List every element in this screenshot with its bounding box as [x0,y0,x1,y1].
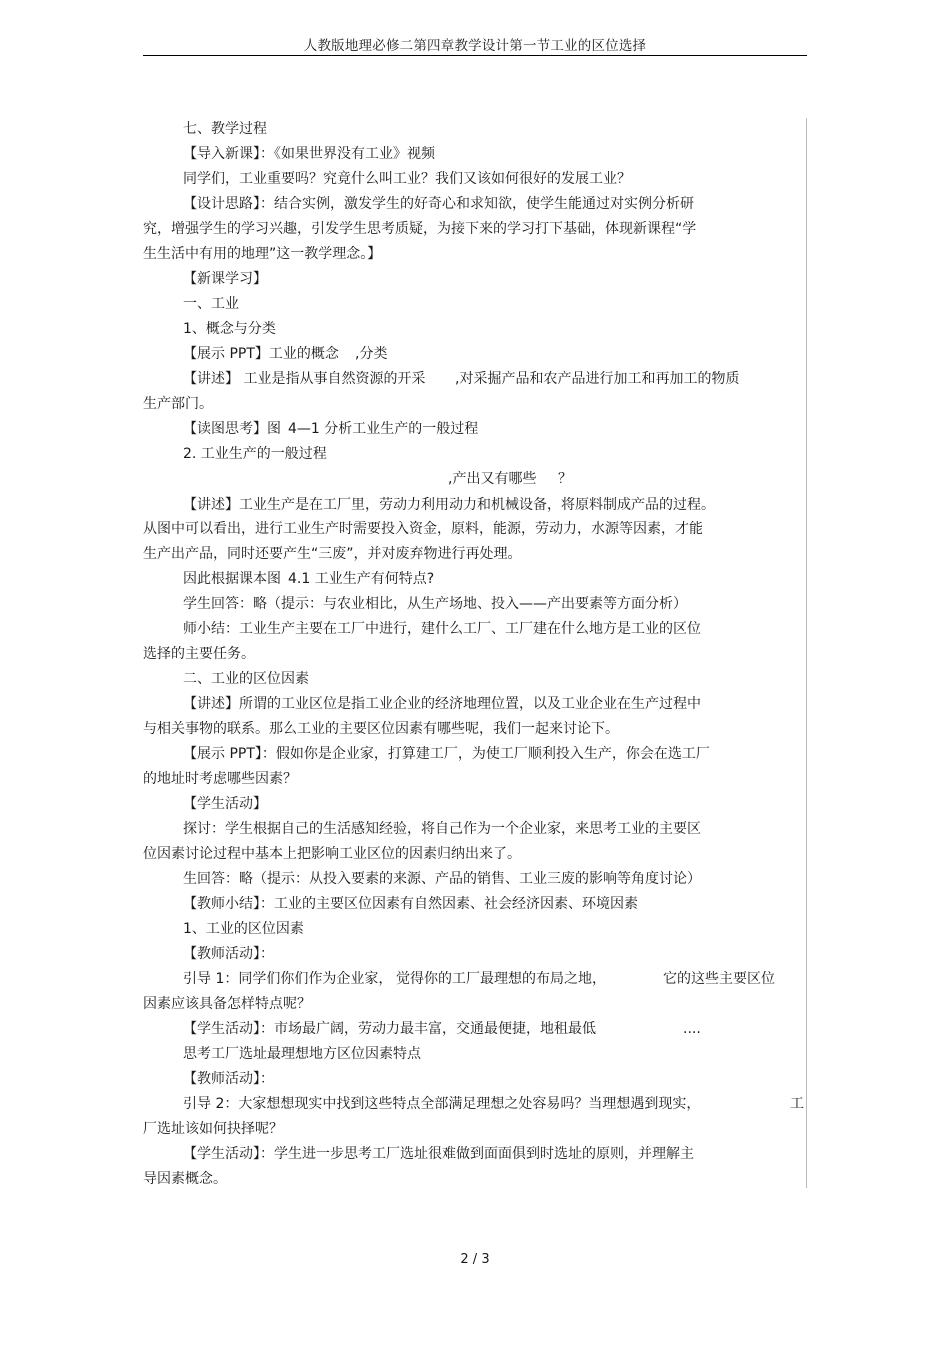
text-segment: 思考工厂选址最理想地方区位因素特点 [183,1046,421,1062]
text-line [0,567,950,592]
text-segment: 4—1 分析工业生产的一般过程 [288,421,479,437]
text-segment: ？ [558,471,572,487]
text-segment: 师小结：工业生产主要在工厂中进行，建什么工厂、工厂建在什么地方是工业的区位 [183,621,701,637]
text-segment: 引导 2：大家想想现实中找到这些特点全部满足理想之处容易吗？当理想遇到现实， [183,1096,701,1112]
text-segment: 二、工业的区位因素 [183,671,309,687]
text-segment: 【学生活动】 [183,796,267,812]
page-number: 2 / 3 [460,1252,490,1267]
text-segment: 从图中可以看出，进行工业生产时需要投入资金，原料，能源，劳动力，水源等因素，才能 [143,521,703,537]
text-line [0,1042,950,1067]
text-segment: 4.1 工业生产有何特点? [288,571,435,587]
text-line [0,667,950,692]
text-segment: 【导入新课】：《如果世界没有工业》视频 [183,146,435,162]
text-segment: 位因素讨论过程中基本上把影响工业区位的因素归纳出来了。 [143,846,521,862]
text-line [0,792,950,817]
text-line [0,467,950,492]
text-line [0,167,950,192]
text-line [0,242,950,267]
text-segment: 【学生活动】：市场最广阔，劳动力最丰富，交通最便捷，地租最低 [183,1021,596,1037]
text-segment: 【讲述】工业生产是在工厂里，劳动力利用动力和机械设备，将原料制成产品的过程。 [183,497,715,513]
text-line [0,142,950,167]
text-line [0,642,950,667]
text-segment: 的地址时考虑哪些因素？ [143,771,297,787]
text-line [0,767,950,792]
text-line [0,617,950,642]
text-segment: 学生回答：略（提示：与农业相比，从生产场地、投入——产出要素等方面分析） [183,596,687,612]
text-segment: 引导 1：同学们你们作为企业家， [183,971,393,987]
text-segment: 【讲述】 工业是指从事自然资源的开采 [183,371,426,387]
text-segment: 选择的主要任务。 [143,646,255,662]
text-line [0,1167,950,1192]
text-line [0,367,950,392]
text-segment: ,产出又有哪些 [448,471,537,487]
text-segment: 与相关事物的联系。那么工业的主要区位因素有哪些呢，我们一起来讨论下。 [143,721,619,737]
text-line [0,417,950,442]
text-line [0,717,950,742]
text-line [0,992,950,1017]
text-line [0,442,950,467]
text-line [0,1142,950,1167]
text-segment: 探讨：学生根据自己的生活感知经验，将自己作为一个企业家，来思考工业的主要区 [183,821,701,837]
text-segment: ,对采掘产品和农产品进行加工和再加工的物质 [455,371,740,387]
text-segment: 【教师活动】： [183,946,274,962]
text-line [0,267,950,292]
text-line [0,692,950,717]
text-segment: 导因素概念。 [143,1171,227,1187]
text-segment: 觉得你的工厂最理想的布局之地， [396,971,606,987]
text-line [0,917,950,942]
text-segment: 1、工业的区位因素 [183,921,304,937]
text-segment: 【展示 PPT】工业的概念 [183,346,339,362]
text-segment: .... [683,1021,701,1037]
text-segment: 1、概念与分类 [183,321,276,337]
text-segment: 【教师小结】：工业的主要区位因素有自然因素、社会经济因素、环境因素 [183,896,638,912]
text-segment: 生产出产品，同时还要产生“三废”，并对废弃物进行再处理。 [143,546,522,562]
text-segment: 生回答：略（提示：从投入要素的来源、产品的销售、工业三废的影响等角度讨论） [183,871,701,887]
text-segment: 【新课学习】 [183,271,267,287]
text-line [0,217,950,242]
text-line [0,292,950,317]
text-segment: 【读图思考】图 [183,421,281,437]
text-segment: 七、教学过程 [183,121,267,137]
text-line [0,1092,950,1117]
text-line [0,967,950,992]
text-segment: ,分类 [355,346,388,362]
text-segment: 它的这些主要区位 [663,971,775,987]
text-segment: 因此根据课本图 [183,571,281,587]
text-line [0,1117,950,1142]
text-line [0,892,950,917]
text-line [0,1067,950,1092]
text-line [0,742,950,767]
text-segment: 同学们，工业重要吗？究竟什么叫工业？我们又该如何很好的发展工业？ [183,171,631,187]
text-line [0,192,950,217]
text-line [0,493,950,518]
text-segment: 究，增强学生的学习兴趣，引发学生思考质疑，为接下来的学习打下基础，体现新课程“学 [143,221,697,237]
text-line [0,942,950,967]
text-segment: 一、工业 [183,296,239,312]
text-segment: 因素应该具备怎样特点呢？ [143,996,311,1012]
text-segment: 生产部门。 [143,396,213,412]
text-segment: 厂选址该如何抉择呢？ [143,1121,283,1137]
text-segment: 【教师活动】： [183,1071,274,1087]
text-line [0,842,950,867]
page-header-title: 人教版地理必修二第四章教学设计第一节工业的区位选择 [303,38,647,54]
text-segment: 2. 工业生产的一般过程 [183,446,327,462]
text-line [0,592,950,617]
text-line [0,517,950,542]
text-line [0,342,950,367]
text-line [0,1017,950,1042]
text-line [0,817,950,842]
text-segment: 【讲述】所谓的工业区位是指工业企业的经济地理位置，以及工业企业在生产过程中 [183,696,701,712]
text-line [0,867,950,892]
text-segment: 工 [790,1096,804,1112]
text-segment: 生生活中有用的地理”这一教学理念。】 [143,246,382,262]
text-segment: 【学生活动】：学生进一步思考工厂选址很难做到面面俱到时选址的原则，并理解主 [183,1146,694,1162]
text-line [0,542,950,567]
text-line [0,117,950,142]
text-line [0,392,950,417]
text-segment: 【设计思路】：结合实例，激发学生的好奇心和求知欲，使学生能通过对实例分析研 [183,196,694,212]
text-segment: 【展示 PPT】：假如你是企业家，打算建工厂，为使工厂顺利投入生产，你会在选工厂 [183,746,710,762]
text-line [0,317,950,342]
